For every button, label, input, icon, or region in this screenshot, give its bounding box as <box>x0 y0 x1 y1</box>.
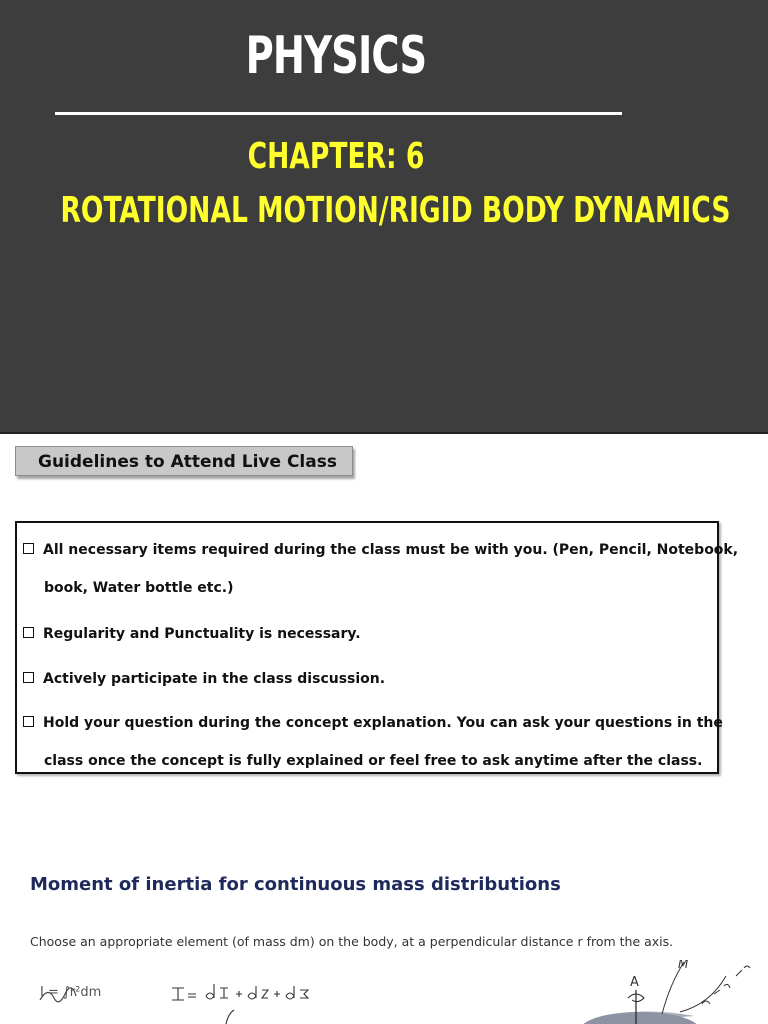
guideline-text-cont: class once the concept is fully explained or feel free to ask anytime after the class. <box>44 753 703 769</box>
axis-label: A <box>630 975 639 990</box>
handwritten-dI1 <box>206 984 242 999</box>
moi-description: Choose an appropriate element (of mass dm) on the body, at a perpendicular distance r from the axis. <box>30 934 674 949</box>
guideline-item <box>23 713 723 771</box>
rigid-body-shape <box>580 1012 700 1024</box>
moi-formula: I = ∫r²dm <box>40 985 102 1000</box>
checkbox-bullet-icon <box>23 716 34 727</box>
scribble-mark <box>40 988 76 1002</box>
guideline-item <box>23 540 739 598</box>
guideline-item <box>23 624 707 644</box>
handwritten-dI3 <box>286 986 308 999</box>
guideline-text: All necessary items required during the class must be with you. (Pen, Pencil, Notebook, <box>43 542 739 558</box>
mass-label: M <box>678 960 689 971</box>
handwritten-stroke <box>226 1010 234 1024</box>
handwritten-annotations <box>0 960 768 1024</box>
checkbox-bullet-icon <box>23 672 34 683</box>
guideline-text: Actively participate in the class discussion. <box>43 671 386 687</box>
guideline-text: Hold your question during the concept explanation. You can ask your questions in the <box>43 715 723 731</box>
slide-title: PHYSICS <box>245 26 427 86</box>
handwritten-dI2 <box>248 986 280 999</box>
checkbox-bullet-icon <box>23 627 34 638</box>
handwritten-equals <box>188 994 196 997</box>
handwritten-dI-dm-r2 <box>680 966 750 1012</box>
checkbox-bullet-icon <box>23 543 34 554</box>
guideline-text: Regularity and Punctuality is necessary. <box>43 626 361 642</box>
chapter-label: CHAPTER: 6 <box>247 136 425 177</box>
guideline-item <box>23 669 707 689</box>
chapter-topic: ROTATIONAL MOTION/RIGID BODY DYNAMICS <box>60 190 731 231</box>
handwritten-I <box>172 988 184 1000</box>
moi-heading: Moment of inertia for continuous mass distributions <box>30 874 561 895</box>
guidelines-header: Guidelines to Attend Live Class <box>15 446 353 476</box>
title-slide <box>0 0 768 434</box>
guidelines-box <box>15 521 739 774</box>
title-divider <box>55 112 622 115</box>
guideline-text-cont: book, Water bottle etc.) <box>44 580 234 596</box>
